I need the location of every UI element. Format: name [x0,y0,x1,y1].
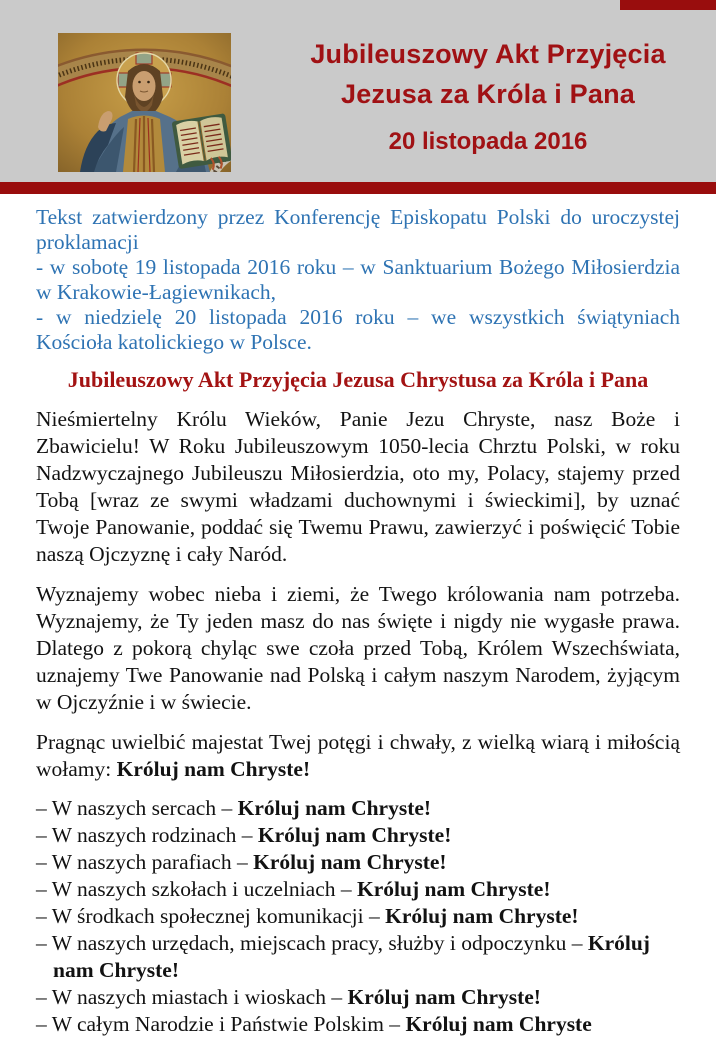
approval-note-line: - w sobotę 19 listopada 2016 roku – w Sanktuarium Bożego Miłosierdzia w Krakowie-Łagiewnikach, [36,255,680,304]
litany-item-refrain: Króluj nam Chryste! [357,877,551,901]
litany-item-refrain: Króluj nam Chryste! [253,850,447,874]
page-header [0,0,716,182]
invocation-refrain: Króluj nam Chryste! [116,757,311,781]
litany-item-refrain: Króluj nam Chryste! [347,985,541,1009]
christ-pantocrator-image [58,33,231,172]
litany-item [36,822,680,849]
page-title-line1: Jubileuszowy Akt Przyjęcia [310,39,666,69]
litany-item-text: – W naszych sercach – [36,796,238,820]
litany-item [36,1011,680,1038]
litany-item-text: – W naszych miastach i wioskach – [36,985,348,1009]
document-body [0,194,716,1038]
header-titles [260,34,716,156]
header-divider-bar [0,182,716,194]
litany-item-refrain: Króluj nam Chryste! [237,796,432,820]
act-paragraph: Nieśmiertelny Królu Wieków, Panie Jezu Chryste, nasz Boże i Zbawicielu! W Roku Jubileuszowym 1050-lecia Chrztu Polski, w roku Nadzwyczajnego Jubileuszu Miłosierdzia, oto my, Polacy, stajemy przed Tobą [wraz ze swymi władzami duchownymi i świeckimi], by uznać Twoje Panowanie, poddać się Twemu Prawu, zawierzyć i poświęcić Tobie naszą Ojczyznę i cały Naród. [36,407,680,566]
header-top-accent-strip [620,0,716,10]
approval-note [36,205,680,355]
act-paragraph: Wyznajemy wobec nieba i ziemi, że Twego królowania nam potrzeba. Wyznajemy, że Ty jeden masz do nas święte i nigdy nie wygasłe prawa. Dlatego z pokorą chyląc swe czoła przed Tobą, Królem Wszechświata, uznajemy Twe Panowanie nad Polską i całym naszym Narodem, żyjącym w Ojczyźnie i w świecie. [36,582,680,714]
litany-item-refrain: Króluj nam Chryste! [385,904,579,928]
act-heading: Jubileuszowy Akt Przyjęcia Jezusa Chrystusa za Króla i Pana [67,367,649,392]
approval-note-line: - w niedzielę 20 listopada 2016 roku – we wszystkich świątyniach Kościoła katolickiego w Polsce. [36,305,680,354]
act-invocation [36,729,680,783]
page-title-line2: Jezusa za Króla i Pana [340,79,636,109]
litany-item [36,984,680,1011]
litany-item-text: – W naszych rodzinach – [36,823,258,847]
christ-pantocrator-mosaic-icon [58,33,231,172]
litany-item-refrain: Króluj nam Chryste [405,1012,592,1036]
litany-item [36,849,680,876]
litany-item [36,795,680,822]
approval-note-line: Tekst zatwierdzony przez Konferencję Episkopatu Polski do uroczystej proklamacji [36,205,680,254]
litany-item-refrain: Króluj nam Chryste! [53,931,650,982]
litany-item [36,876,680,903]
litany-item-text: – W naszych parafiach – [36,850,254,874]
litany-item-text: – W całym Narodzie i Państwie Polskim – [36,1012,406,1036]
litany-list [36,795,680,1038]
litany-item-refrain: Króluj nam Chryste! [257,823,452,847]
invocation-text: Pragnąc uwielbić majestat Twej potęgi i chwały, z wielką wiarą i miłością wołamy: [36,730,680,781]
litany-item-text: – W środkach społecznej komunikacji – [36,904,386,928]
litany-item-text: – W naszych szkołach i uczelniach – [36,877,357,901]
litany-item [36,903,680,930]
litany-item-text: – W naszych urzędach, miejscach pracy, służby i odpoczynku – [36,931,588,955]
page-date: 20 listopada 2016 [388,128,588,155]
litany-item [36,930,680,984]
